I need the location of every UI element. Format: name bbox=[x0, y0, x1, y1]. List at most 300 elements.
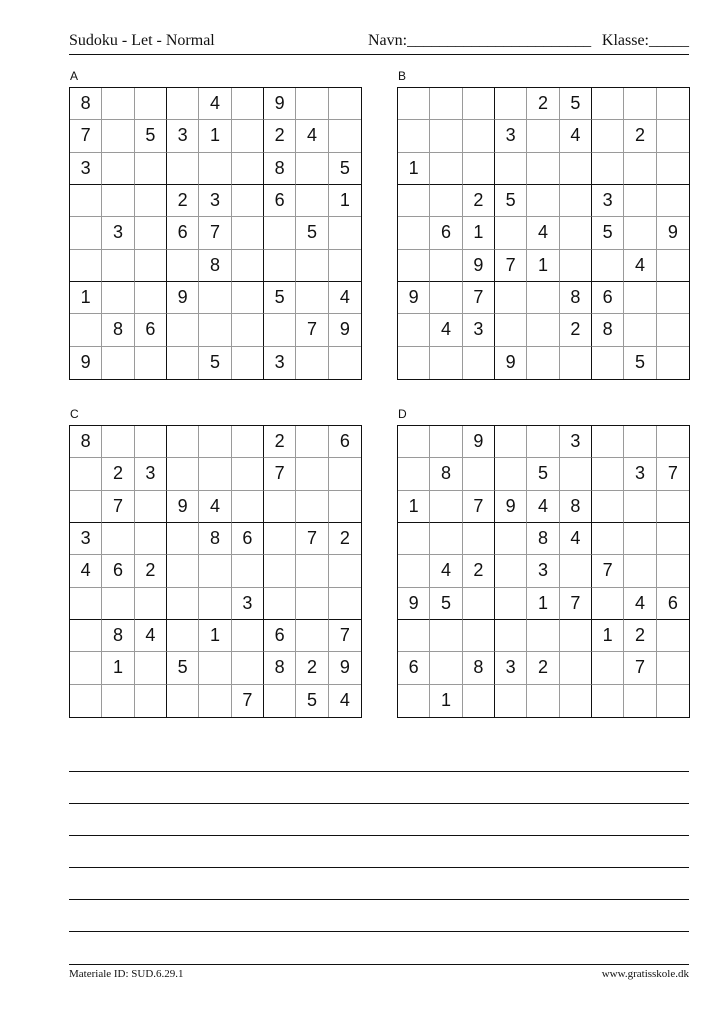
writing-line bbox=[69, 803, 689, 804]
sudoku-empty-cell[interactable] bbox=[657, 185, 689, 217]
sudoku-empty-cell[interactable] bbox=[657, 555, 689, 587]
sudoku-given-cell: 1 bbox=[329, 185, 361, 217]
sudoku-empty-cell[interactable] bbox=[232, 217, 264, 249]
sudoku-given-cell: 3 bbox=[527, 555, 559, 587]
sudoku-empty-cell[interactable] bbox=[167, 426, 199, 458]
sudoku-empty-cell[interactable] bbox=[495, 153, 527, 185]
sudoku-empty-cell[interactable] bbox=[624, 426, 656, 458]
sudoku-empty-cell[interactable] bbox=[560, 217, 592, 249]
sudoku-empty-cell[interactable] bbox=[560, 685, 592, 717]
sudoku-given-cell: 1 bbox=[592, 620, 624, 652]
sudoku-given-cell: 6 bbox=[167, 217, 199, 249]
footer-divider bbox=[69, 964, 689, 965]
sudoku-empty-cell[interactable] bbox=[495, 88, 527, 120]
sudoku-empty-cell[interactable] bbox=[657, 282, 689, 314]
sudoku-empty-cell[interactable] bbox=[657, 88, 689, 120]
sudoku-given-cell: 8 bbox=[70, 88, 102, 120]
sudoku-given-cell: 9 bbox=[167, 282, 199, 314]
sudoku-empty-cell[interactable] bbox=[430, 185, 462, 217]
class-field[interactable]: Klasse:_____ bbox=[601, 32, 689, 49]
sudoku-empty-cell[interactable] bbox=[102, 250, 134, 282]
sudoku-grid-a bbox=[69, 87, 362, 380]
sudoku-given-cell: 1 bbox=[199, 120, 231, 152]
sudoku-empty-cell[interactable] bbox=[430, 491, 462, 523]
sudoku-empty-cell[interactable] bbox=[495, 685, 527, 717]
sudoku-empty-cell[interactable] bbox=[199, 588, 231, 620]
sudoku-empty-cell[interactable] bbox=[527, 314, 559, 346]
sudoku-empty-cell[interactable] bbox=[495, 458, 527, 490]
sudoku-empty-cell[interactable] bbox=[495, 555, 527, 587]
sudoku-empty-cell[interactable] bbox=[167, 685, 199, 717]
sudoku-empty-cell[interactable] bbox=[430, 347, 462, 379]
sudoku-given-cell: 1 bbox=[527, 588, 559, 620]
sudoku-empty-cell[interactable] bbox=[264, 314, 296, 346]
sudoku-given-cell: 8 bbox=[527, 523, 559, 555]
sudoku-given-cell: 1 bbox=[398, 153, 430, 185]
sudoku-given-cell: 1 bbox=[527, 250, 559, 282]
sudoku-empty-cell[interactable] bbox=[264, 491, 296, 523]
sudoku-empty-cell[interactable] bbox=[527, 120, 559, 152]
sudoku-empty-cell[interactable] bbox=[102, 120, 134, 152]
sudoku-given-cell: 7 bbox=[264, 458, 296, 490]
sudoku-empty-cell[interactable] bbox=[232, 282, 264, 314]
sudoku-empty-cell[interactable] bbox=[398, 314, 430, 346]
sudoku-given-cell: 9 bbox=[657, 217, 689, 249]
sudoku-empty-cell[interactable] bbox=[102, 153, 134, 185]
sudoku-given-cell: 5 bbox=[296, 685, 328, 717]
sudoku-given-cell: 7 bbox=[592, 555, 624, 587]
sudoku-empty-cell[interactable] bbox=[624, 685, 656, 717]
sudoku-empty-cell[interactable] bbox=[70, 458, 102, 490]
sudoku-given-cell: 2 bbox=[167, 185, 199, 217]
sudoku-given-cell: 6 bbox=[592, 282, 624, 314]
sudoku-empty-cell[interactable] bbox=[463, 620, 495, 652]
sudoku-empty-cell[interactable] bbox=[398, 426, 430, 458]
sudoku-empty-cell[interactable] bbox=[463, 153, 495, 185]
puzzle-c-label: C bbox=[70, 407, 79, 421]
sudoku-empty-cell[interactable] bbox=[398, 217, 430, 249]
sudoku-empty-cell[interactable] bbox=[329, 120, 361, 152]
sudoku-empty-cell[interactable] bbox=[135, 491, 167, 523]
sudoku-given-cell: 7 bbox=[463, 282, 495, 314]
name-field[interactable]: Navn:_______________________ bbox=[368, 32, 592, 49]
sudoku-empty-cell[interactable] bbox=[199, 426, 231, 458]
sudoku-empty-cell[interactable] bbox=[398, 250, 430, 282]
sudoku-empty-cell[interactable] bbox=[657, 314, 689, 346]
sudoku-empty-cell[interactable] bbox=[70, 588, 102, 620]
sudoku-empty-cell[interactable] bbox=[102, 685, 134, 717]
sudoku-empty-cell[interactable] bbox=[70, 314, 102, 346]
sudoku-empty-cell[interactable] bbox=[398, 555, 430, 587]
sudoku-given-cell: 9 bbox=[167, 491, 199, 523]
sudoku-empty-cell[interactable] bbox=[167, 88, 199, 120]
sudoku-empty-cell[interactable] bbox=[264, 523, 296, 555]
sudoku-given-cell: 1 bbox=[430, 685, 462, 717]
sudoku-empty-cell[interactable] bbox=[264, 555, 296, 587]
sudoku-empty-cell[interactable] bbox=[70, 652, 102, 684]
sudoku-given-cell: 2 bbox=[264, 120, 296, 152]
sudoku-empty-cell[interactable] bbox=[527, 426, 559, 458]
sudoku-empty-cell[interactable] bbox=[199, 153, 231, 185]
sudoku-grid-d bbox=[397, 425, 690, 718]
sudoku-empty-cell[interactable] bbox=[135, 523, 167, 555]
sudoku-empty-cell[interactable] bbox=[560, 250, 592, 282]
sudoku-given-cell: 6 bbox=[102, 555, 134, 587]
sudoku-empty-cell[interactable] bbox=[329, 250, 361, 282]
sudoku-empty-cell[interactable] bbox=[296, 88, 328, 120]
sudoku-given-cell: 2 bbox=[329, 523, 361, 555]
sudoku-empty-cell[interactable] bbox=[167, 523, 199, 555]
sudoku-empty-cell[interactable] bbox=[329, 217, 361, 249]
sudoku-empty-cell[interactable] bbox=[232, 652, 264, 684]
sudoku-given-cell: 8 bbox=[264, 153, 296, 185]
sudoku-empty-cell[interactable] bbox=[657, 426, 689, 458]
sudoku-empty-cell[interactable] bbox=[398, 347, 430, 379]
sudoku-empty-cell[interactable] bbox=[232, 120, 264, 152]
sudoku-given-cell: 4 bbox=[560, 523, 592, 555]
sudoku-empty-cell[interactable] bbox=[232, 153, 264, 185]
sudoku-empty-cell[interactable] bbox=[657, 685, 689, 717]
sudoku-empty-cell[interactable] bbox=[199, 282, 231, 314]
sudoku-empty-cell[interactable] bbox=[296, 282, 328, 314]
sudoku-empty-cell[interactable] bbox=[527, 153, 559, 185]
sudoku-given-cell: 1 bbox=[463, 217, 495, 249]
sudoku-empty-cell[interactable] bbox=[624, 314, 656, 346]
sudoku-given-cell: 6 bbox=[232, 523, 264, 555]
puzzle-a-label: A bbox=[70, 69, 79, 83]
sudoku-empty-cell[interactable] bbox=[296, 588, 328, 620]
sudoku-empty-cell[interactable] bbox=[232, 620, 264, 652]
sudoku-empty-cell[interactable] bbox=[264, 685, 296, 717]
sudoku-empty-cell[interactable] bbox=[463, 120, 495, 152]
sudoku-empty-cell[interactable] bbox=[102, 347, 134, 379]
sudoku-empty-cell[interactable] bbox=[495, 217, 527, 249]
sudoku-empty-cell[interactable] bbox=[592, 458, 624, 490]
sudoku-empty-cell[interactable] bbox=[657, 652, 689, 684]
sudoku-empty-cell[interactable] bbox=[329, 588, 361, 620]
sudoku-empty-cell[interactable] bbox=[167, 314, 199, 346]
sudoku-empty-cell[interactable] bbox=[592, 88, 624, 120]
sudoku-empty-cell[interactable] bbox=[657, 523, 689, 555]
sudoku-empty-cell[interactable] bbox=[398, 685, 430, 717]
sudoku-empty-cell[interactable] bbox=[430, 120, 462, 152]
sudoku-empty-cell[interactable] bbox=[592, 120, 624, 152]
writing-line bbox=[69, 835, 689, 836]
sudoku-empty-cell[interactable] bbox=[657, 620, 689, 652]
sudoku-given-cell: 3 bbox=[167, 120, 199, 152]
sudoku-empty-cell[interactable] bbox=[495, 314, 527, 346]
sudoku-empty-cell[interactable] bbox=[527, 347, 559, 379]
sudoku-given-cell: 4 bbox=[430, 555, 462, 587]
sudoku-given-cell: 2 bbox=[463, 555, 495, 587]
sudoku-empty-cell[interactable] bbox=[560, 185, 592, 217]
sudoku-empty-cell[interactable] bbox=[430, 620, 462, 652]
sudoku-empty-cell[interactable] bbox=[463, 347, 495, 379]
sudoku-empty-cell[interactable] bbox=[495, 620, 527, 652]
sudoku-empty-cell[interactable] bbox=[495, 588, 527, 620]
sudoku-given-cell: 6 bbox=[264, 620, 296, 652]
sudoku-empty-cell[interactable] bbox=[592, 250, 624, 282]
sudoku-empty-cell[interactable] bbox=[232, 458, 264, 490]
sudoku-empty-cell[interactable] bbox=[657, 153, 689, 185]
sudoku-empty-cell[interactable] bbox=[232, 426, 264, 458]
sudoku-given-cell: 5 bbox=[264, 282, 296, 314]
sudoku-empty-cell[interactable] bbox=[102, 185, 134, 217]
sudoku-empty-cell[interactable] bbox=[102, 282, 134, 314]
sudoku-empty-cell[interactable] bbox=[199, 458, 231, 490]
sudoku-given-cell: 4 bbox=[527, 217, 559, 249]
sudoku-empty-cell[interactable] bbox=[199, 555, 231, 587]
sudoku-given-cell: 9 bbox=[495, 491, 527, 523]
sudoku-empty-cell[interactable] bbox=[135, 347, 167, 379]
sudoku-empty-cell[interactable] bbox=[70, 620, 102, 652]
sudoku-empty-cell[interactable] bbox=[167, 620, 199, 652]
writing-line bbox=[69, 867, 689, 868]
sudoku-empty-cell[interactable] bbox=[135, 250, 167, 282]
sudoku-given-cell: 9 bbox=[398, 282, 430, 314]
sudoku-empty-cell[interactable] bbox=[264, 588, 296, 620]
sudoku-empty-cell[interactable] bbox=[296, 491, 328, 523]
sudoku-empty-cell[interactable] bbox=[70, 185, 102, 217]
sudoku-given-cell: 5 bbox=[592, 217, 624, 249]
sudoku-given-cell: 6 bbox=[398, 652, 430, 684]
sudoku-empty-cell[interactable] bbox=[296, 185, 328, 217]
sudoku-given-cell: 6 bbox=[329, 426, 361, 458]
sudoku-empty-cell[interactable] bbox=[167, 250, 199, 282]
sudoku-given-cell: 2 bbox=[135, 555, 167, 587]
sudoku-empty-cell[interactable] bbox=[463, 588, 495, 620]
sudoku-empty-cell[interactable] bbox=[527, 282, 559, 314]
sudoku-given-cell: 8 bbox=[592, 314, 624, 346]
sudoku-empty-cell[interactable] bbox=[135, 185, 167, 217]
sudoku-empty-cell[interactable] bbox=[560, 652, 592, 684]
sudoku-empty-cell[interactable] bbox=[560, 620, 592, 652]
sudoku-empty-cell[interactable] bbox=[657, 491, 689, 523]
sudoku-empty-cell[interactable] bbox=[592, 153, 624, 185]
sudoku-given-cell: 9 bbox=[463, 426, 495, 458]
sudoku-empty-cell[interactable] bbox=[329, 88, 361, 120]
sudoku-empty-cell[interactable] bbox=[232, 491, 264, 523]
sudoku-empty-cell[interactable] bbox=[329, 555, 361, 587]
sudoku-empty-cell[interactable] bbox=[624, 88, 656, 120]
sudoku-empty-cell[interactable] bbox=[199, 652, 231, 684]
sudoku-empty-cell[interactable] bbox=[329, 458, 361, 490]
sudoku-given-cell: 6 bbox=[430, 217, 462, 249]
sudoku-given-cell: 4 bbox=[296, 120, 328, 152]
sudoku-given-cell: 4 bbox=[199, 491, 231, 523]
sudoku-empty-cell[interactable] bbox=[527, 620, 559, 652]
sudoku-empty-cell[interactable] bbox=[495, 426, 527, 458]
sudoku-empty-cell[interactable] bbox=[296, 458, 328, 490]
sudoku-empty-cell[interactable] bbox=[329, 347, 361, 379]
sudoku-empty-cell[interactable] bbox=[296, 153, 328, 185]
sudoku-empty-cell[interactable] bbox=[70, 685, 102, 717]
sudoku-empty-cell[interactable] bbox=[199, 314, 231, 346]
sudoku-empty-cell[interactable] bbox=[624, 282, 656, 314]
sudoku-empty-cell[interactable] bbox=[560, 347, 592, 379]
sudoku-empty-cell[interactable] bbox=[430, 426, 462, 458]
sudoku-empty-cell[interactable] bbox=[624, 555, 656, 587]
sudoku-empty-cell[interactable] bbox=[592, 652, 624, 684]
sudoku-given-cell: 5 bbox=[624, 347, 656, 379]
sudoku-given-cell: 5 bbox=[167, 652, 199, 684]
sudoku-empty-cell[interactable] bbox=[463, 523, 495, 555]
sudoku-empty-cell[interactable] bbox=[430, 250, 462, 282]
sudoku-empty-cell[interactable] bbox=[70, 217, 102, 249]
sudoku-empty-cell[interactable] bbox=[624, 523, 656, 555]
sudoku-empty-cell[interactable] bbox=[167, 153, 199, 185]
sudoku-empty-cell[interactable] bbox=[463, 685, 495, 717]
material-id: Materiale ID: SUD.6.29.1 bbox=[69, 968, 184, 980]
sudoku-empty-cell[interactable] bbox=[624, 491, 656, 523]
sudoku-empty-cell[interactable] bbox=[592, 685, 624, 717]
sudoku-given-cell: 6 bbox=[135, 314, 167, 346]
sudoku-empty-cell[interactable] bbox=[329, 491, 361, 523]
sudoku-given-cell: 5 bbox=[495, 185, 527, 217]
sudoku-empty-cell[interactable] bbox=[624, 217, 656, 249]
sudoku-given-cell: 5 bbox=[430, 588, 462, 620]
sudoku-given-cell: 7 bbox=[232, 685, 264, 717]
sudoku-empty-cell[interactable] bbox=[527, 185, 559, 217]
sudoku-empty-cell[interactable] bbox=[135, 217, 167, 249]
sudoku-empty-cell[interactable] bbox=[296, 620, 328, 652]
sudoku-empty-cell[interactable] bbox=[560, 458, 592, 490]
sudoku-given-cell: 1 bbox=[398, 491, 430, 523]
sudoku-empty-cell[interactable] bbox=[167, 347, 199, 379]
sudoku-empty-cell[interactable] bbox=[167, 458, 199, 490]
sudoku-empty-cell[interactable] bbox=[232, 555, 264, 587]
sudoku-empty-cell[interactable] bbox=[398, 523, 430, 555]
sudoku-given-cell: 9 bbox=[329, 314, 361, 346]
sudoku-empty-cell[interactable] bbox=[398, 620, 430, 652]
sudoku-empty-cell[interactable] bbox=[102, 426, 134, 458]
sudoku-given-cell: 6 bbox=[264, 185, 296, 217]
worksheet-title: Sudoku - Let - Normal bbox=[69, 32, 215, 49]
sudoku-given-cell: 6 bbox=[657, 588, 689, 620]
sudoku-given-cell: 7 bbox=[657, 458, 689, 490]
sudoku-empty-cell[interactable] bbox=[463, 458, 495, 490]
sudoku-empty-cell[interactable] bbox=[430, 523, 462, 555]
sudoku-given-cell: 1 bbox=[199, 620, 231, 652]
sudoku-empty-cell[interactable] bbox=[296, 347, 328, 379]
sudoku-empty-cell[interactable] bbox=[398, 458, 430, 490]
sudoku-empty-cell[interactable] bbox=[102, 588, 134, 620]
sudoku-empty-cell[interactable] bbox=[167, 555, 199, 587]
sudoku-given-cell: 7 bbox=[624, 652, 656, 684]
sudoku-empty-cell[interactable] bbox=[463, 88, 495, 120]
sudoku-empty-cell[interactable] bbox=[657, 250, 689, 282]
sudoku-empty-cell[interactable] bbox=[592, 347, 624, 379]
sudoku-given-cell: 2 bbox=[264, 426, 296, 458]
sudoku-given-cell: 9 bbox=[329, 652, 361, 684]
sudoku-given-cell: 8 bbox=[264, 652, 296, 684]
sudoku-empty-cell[interactable] bbox=[232, 88, 264, 120]
sudoku-empty-cell[interactable] bbox=[135, 685, 167, 717]
sudoku-empty-cell[interactable] bbox=[167, 588, 199, 620]
sudoku-empty-cell[interactable] bbox=[232, 250, 264, 282]
sudoku-empty-cell[interactable] bbox=[592, 588, 624, 620]
sudoku-given-cell: 2 bbox=[102, 458, 134, 490]
sudoku-given-cell: 7 bbox=[495, 250, 527, 282]
sudoku-empty-cell[interactable] bbox=[430, 153, 462, 185]
sudoku-empty-cell[interactable] bbox=[430, 88, 462, 120]
sudoku-given-cell: 7 bbox=[102, 491, 134, 523]
sudoku-empty-cell[interactable] bbox=[296, 250, 328, 282]
sudoku-empty-cell[interactable] bbox=[135, 652, 167, 684]
sudoku-empty-cell[interactable] bbox=[560, 153, 592, 185]
sudoku-empty-cell[interactable] bbox=[232, 314, 264, 346]
sudoku-empty-cell[interactable] bbox=[657, 347, 689, 379]
sudoku-given-cell: 3 bbox=[463, 314, 495, 346]
sudoku-empty-cell[interactable] bbox=[624, 153, 656, 185]
sudoku-empty-cell[interactable] bbox=[135, 282, 167, 314]
sudoku-given-cell: 4 bbox=[135, 620, 167, 652]
sudoku-empty-cell[interactable] bbox=[70, 491, 102, 523]
writing-line bbox=[69, 931, 689, 932]
sudoku-given-cell: 8 bbox=[199, 250, 231, 282]
writing-line bbox=[69, 771, 689, 772]
sudoku-empty-cell[interactable] bbox=[430, 282, 462, 314]
sudoku-given-cell: 7 bbox=[463, 491, 495, 523]
sudoku-empty-cell[interactable] bbox=[495, 282, 527, 314]
sudoku-given-cell: 5 bbox=[329, 153, 361, 185]
sudoku-empty-cell[interactable] bbox=[430, 652, 462, 684]
sudoku-empty-cell[interactable] bbox=[102, 523, 134, 555]
sudoku-empty-cell[interactable] bbox=[495, 523, 527, 555]
sudoku-empty-cell[interactable] bbox=[135, 426, 167, 458]
sudoku-empty-cell[interactable] bbox=[592, 491, 624, 523]
sudoku-given-cell: 4 bbox=[624, 250, 656, 282]
puzzle-d-label: D bbox=[398, 407, 407, 421]
sudoku-empty-cell[interactable] bbox=[398, 120, 430, 152]
sudoku-empty-cell[interactable] bbox=[264, 217, 296, 249]
sudoku-empty-cell[interactable] bbox=[232, 185, 264, 217]
sudoku-empty-cell[interactable] bbox=[70, 250, 102, 282]
sudoku-given-cell: 3 bbox=[264, 347, 296, 379]
sudoku-empty-cell[interactable] bbox=[264, 250, 296, 282]
sudoku-empty-cell[interactable] bbox=[296, 426, 328, 458]
sudoku-given-cell: 1 bbox=[70, 282, 102, 314]
sudoku-empty-cell[interactable] bbox=[102, 88, 134, 120]
sudoku-empty-cell[interactable] bbox=[592, 426, 624, 458]
puzzle-b-label: B bbox=[398, 69, 407, 83]
sudoku-given-cell: 3 bbox=[560, 426, 592, 458]
sudoku-given-cell: 2 bbox=[463, 185, 495, 217]
sudoku-given-cell: 8 bbox=[102, 314, 134, 346]
sudoku-empty-cell[interactable] bbox=[592, 523, 624, 555]
sudoku-empty-cell[interactable] bbox=[135, 588, 167, 620]
sudoku-empty-cell[interactable] bbox=[296, 555, 328, 587]
sudoku-empty-cell[interactable] bbox=[560, 555, 592, 587]
sudoku-empty-cell[interactable] bbox=[657, 120, 689, 152]
sudoku-empty-cell[interactable] bbox=[199, 685, 231, 717]
sudoku-empty-cell[interactable] bbox=[527, 685, 559, 717]
sudoku-given-cell: 2 bbox=[624, 620, 656, 652]
sudoku-given-cell: 9 bbox=[495, 347, 527, 379]
sudoku-given-cell: 7 bbox=[329, 620, 361, 652]
sudoku-given-cell: 2 bbox=[560, 314, 592, 346]
sudoku-empty-cell[interactable] bbox=[624, 185, 656, 217]
sudoku-given-cell: 3 bbox=[624, 458, 656, 490]
sudoku-empty-cell[interactable] bbox=[135, 88, 167, 120]
sudoku-empty-cell[interactable] bbox=[232, 347, 264, 379]
sudoku-given-cell: 3 bbox=[102, 217, 134, 249]
sudoku-given-cell: 3 bbox=[70, 153, 102, 185]
sudoku-given-cell: 7 bbox=[560, 588, 592, 620]
sudoku-empty-cell[interactable] bbox=[398, 88, 430, 120]
sudoku-empty-cell[interactable] bbox=[398, 185, 430, 217]
sudoku-empty-cell[interactable] bbox=[135, 153, 167, 185]
